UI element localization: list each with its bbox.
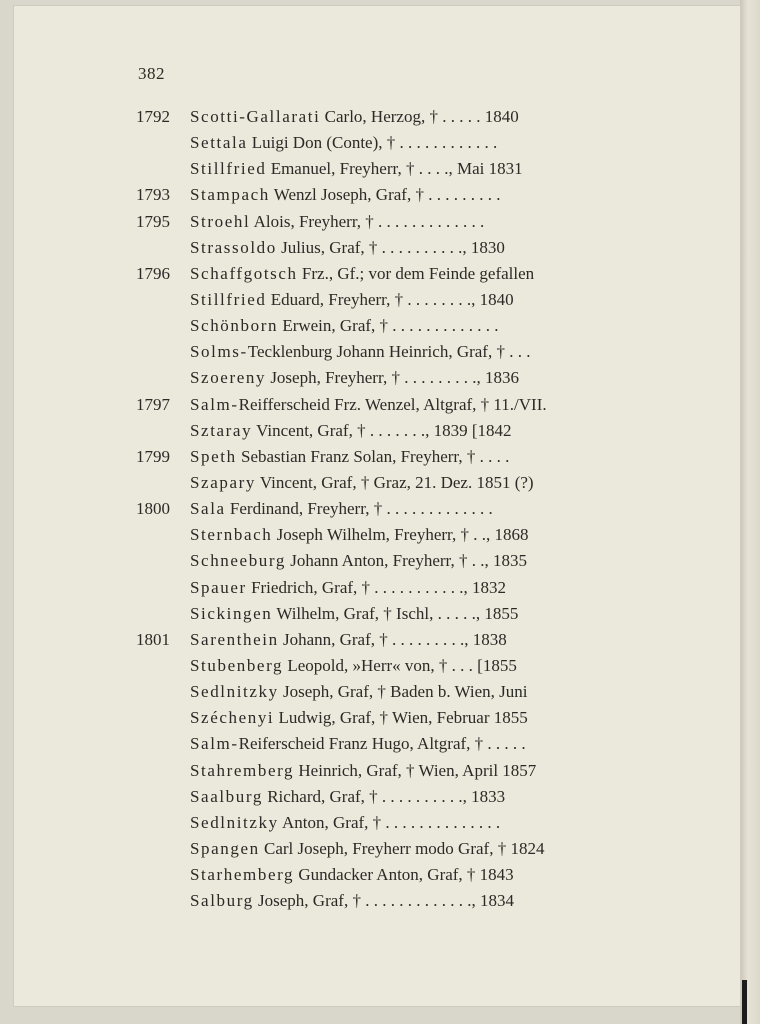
list-item bbox=[136, 156, 696, 182]
entry-year: 1795 bbox=[136, 211, 170, 231]
entry-details: Ferdinand, Freyherr, † . . . . . . . . . . . . . bbox=[225, 499, 493, 519]
entry-surname: Settala bbox=[190, 133, 248, 153]
entry-details: Johann Anton, Freyherr, † . ., 1835 bbox=[285, 551, 528, 571]
entry-year: 1797 bbox=[136, 394, 170, 414]
book-spine-mark bbox=[742, 980, 747, 1024]
entry-details: Joseph, Freyherr, † . . . . . . . . ., 1836 bbox=[266, 368, 519, 388]
page-number: 382 bbox=[138, 64, 165, 83]
entry-surname: Sztaray bbox=[190, 420, 253, 440]
list-item bbox=[136, 653, 696, 679]
entry-details: Wenzl Joseph, Graf, † . . . . . . . . . bbox=[269, 185, 501, 205]
entry-details: Wilhelm, Graf, † Ischl, . . . . ., 1855 bbox=[272, 603, 519, 623]
entry-details: Emanuel, Freyherr, † . . . ., Mai 1831 bbox=[266, 159, 523, 179]
entry-details: Heinrich, Graf, † Wien, April 1857 bbox=[294, 760, 537, 780]
entry-details: Ludwig, Graf, † Wien, Februar 1855 bbox=[274, 708, 528, 728]
entry-details: Tecklenburg Johann Heinrich, Graf, † . . . bbox=[247, 342, 531, 362]
list-item bbox=[136, 784, 696, 810]
entry-details: Reiferscheid Franz Hugo, Altgraf, † . . . . . bbox=[238, 734, 526, 754]
list-item bbox=[136, 575, 696, 601]
list-item bbox=[136, 836, 696, 862]
list-item bbox=[136, 496, 696, 522]
entry-details: Sebastian Franz Solan, Freyherr, † . . . . bbox=[236, 446, 510, 466]
entry-details: Friedrich, Graf, † . . . . . . . . . . ., 1832 bbox=[246, 577, 507, 597]
entry-surname: Scotti-Gallarati bbox=[190, 107, 321, 126]
entry-surname: Széchenyi bbox=[190, 708, 275, 728]
entry-details: Julius, Graf, † . . . . . . . . . ., 1830 bbox=[276, 237, 505, 257]
entry-details: Vincent, Graf, † . . . . . . ., 1839 [1842 bbox=[252, 420, 512, 440]
entry-surname: Schneeburg bbox=[190, 551, 286, 571]
entry-surname: Salburg bbox=[190, 891, 254, 911]
entry-surname: Speth bbox=[190, 446, 237, 466]
list-item bbox=[136, 313, 696, 339]
list-item bbox=[136, 888, 696, 914]
entry-surname: Sedlnitzky bbox=[190, 682, 279, 702]
entry-surname: Salm- bbox=[190, 394, 239, 414]
entry-surname: Stillfried bbox=[190, 159, 267, 179]
list-item bbox=[136, 287, 696, 313]
list-item bbox=[136, 209, 696, 235]
list-item bbox=[136, 810, 696, 836]
entry-surname: Saalburg bbox=[190, 786, 263, 806]
list-item bbox=[136, 705, 696, 731]
entry-surname: Szapary bbox=[190, 472, 256, 492]
entry-details: Reifferscheid Frz. Wenzel, Altgraf, † 11./VII. bbox=[238, 394, 547, 414]
list-item bbox=[136, 548, 696, 574]
entry-surname: Spangen bbox=[190, 838, 260, 858]
entry-year: 1801 bbox=[136, 629, 170, 649]
entry-year: 1793 bbox=[136, 185, 170, 205]
entry-year: 1796 bbox=[136, 263, 170, 283]
entry-year: 1799 bbox=[136, 446, 170, 466]
entry-details: Johann, Graf, † . . . . . . . . ., 1838 bbox=[278, 629, 507, 649]
list-item bbox=[136, 130, 696, 156]
entry-surname: Sala bbox=[190, 499, 226, 519]
entry-surname: Strassoldo bbox=[190, 237, 277, 257]
list-item bbox=[136, 627, 696, 653]
entry-details: Eduard, Freyherr, † . . . . . . . ., 1840 bbox=[266, 289, 514, 309]
entry-details: Gundacker Anton, Graf, † 1843 bbox=[294, 865, 514, 885]
entry-details: Leopold, »Herr« von, † . . . [1855 bbox=[283, 655, 517, 675]
entry-surname: Stubenberg bbox=[190, 655, 284, 675]
list-item bbox=[136, 679, 696, 705]
list-item bbox=[136, 862, 696, 888]
list-item bbox=[136, 261, 696, 287]
entry-details: Erwein, Graf, † . . . . . . . . . . . . . bbox=[278, 316, 499, 336]
list-item bbox=[136, 601, 696, 627]
list-item bbox=[136, 444, 696, 470]
list-item bbox=[136, 339, 696, 365]
list-item bbox=[136, 392, 696, 418]
entry-surname: Sedlnitzky bbox=[190, 812, 279, 832]
entry-surname: Szoereny bbox=[190, 368, 267, 388]
entry-surname: Stampach bbox=[190, 185, 270, 205]
entry-surname: Spauer bbox=[190, 577, 247, 597]
list-item bbox=[136, 418, 696, 444]
entry-surname: Schaffgotsch bbox=[190, 263, 298, 283]
list-item bbox=[136, 365, 696, 391]
entry-details: Alois, Freyherr, † . . . . . . . . . . . . . bbox=[250, 211, 485, 231]
entry-details: Frz., Gf.; vor dem Feinde gefallen bbox=[297, 263, 535, 283]
entry-surname: Sickingen bbox=[190, 603, 273, 623]
page-edge bbox=[740, 0, 760, 1024]
entry-details: Richard, Graf, † . . . . . . . . . ., 1833 bbox=[262, 786, 506, 806]
entry-surname: Starhemberg bbox=[190, 865, 295, 885]
list-item bbox=[136, 758, 696, 784]
entry-details: Joseph Wilhelm, Freyherr, † . ., 1868 bbox=[272, 525, 529, 545]
entry-details: Joseph, Graf, † Baden b. Wien, Juni bbox=[278, 682, 528, 702]
list-item bbox=[136, 731, 696, 757]
entry-details: Anton, Graf, † . . . . . . . . . . . . . . bbox=[278, 812, 501, 832]
entry-surname: Stillfried bbox=[190, 289, 267, 309]
entry-surname: Solms- bbox=[190, 342, 248, 362]
entry-year: 1792 bbox=[136, 107, 170, 126]
list-item bbox=[136, 235, 696, 261]
entry-surname: Salm- bbox=[190, 734, 239, 754]
list-item bbox=[136, 104, 696, 130]
entry-surname: Stahremberg bbox=[190, 760, 295, 780]
entry-details: Carl Joseph, Freyherr modo Graf, † 1824 bbox=[259, 838, 545, 858]
entry-surname: Sarenthein bbox=[190, 629, 279, 649]
entry-surname: Schönborn bbox=[190, 316, 279, 336]
entry-year: 1800 bbox=[136, 499, 170, 519]
entry-details: Vincent, Graf, † Graz, 21. Dez. 1851 (?) bbox=[255, 472, 534, 492]
entry-details: Luigi Don (Conte), † . . . . . . . . . . . . bbox=[247, 133, 498, 153]
entry-details: Carlo, Herzog, † . . . . . 1840 bbox=[320, 107, 519, 126]
entry-surname: Stroehl bbox=[190, 211, 251, 231]
list-item bbox=[136, 522, 696, 548]
entry-list bbox=[136, 104, 696, 914]
list-item bbox=[136, 182, 696, 208]
entry-details: Joseph, Graf, † . . . . . . . . . . . . ., 1834 bbox=[253, 891, 514, 911]
list-item bbox=[136, 470, 696, 496]
entry-surname: Sternbach bbox=[190, 525, 273, 545]
